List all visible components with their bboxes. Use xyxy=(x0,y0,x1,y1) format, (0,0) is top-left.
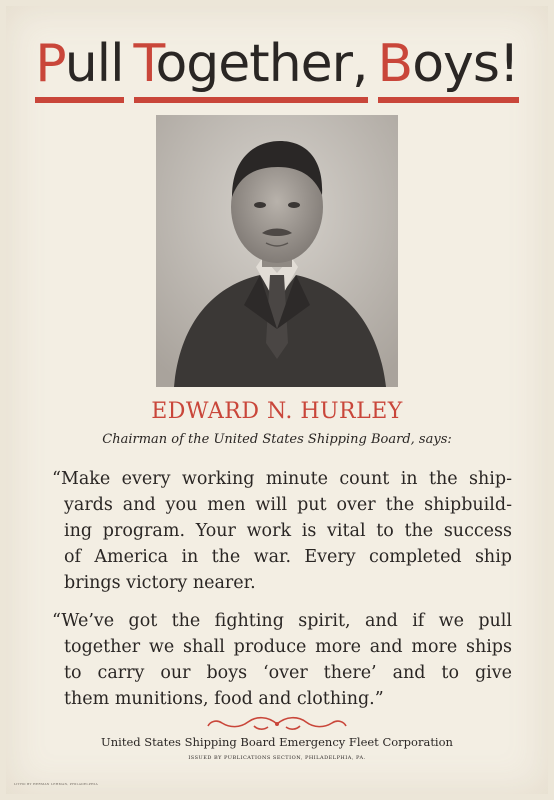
quote-line: ing program. Your work is vital to the success xyxy=(64,521,512,541)
ornament-divider-icon xyxy=(202,714,352,734)
headline-word-pull: Pull xyxy=(35,34,124,94)
portrait-photo xyxy=(156,115,398,387)
quote-line: to carry our boys ‘over there’ and to give xyxy=(64,663,512,683)
person-title: Chairman of the United States Shipping Board, says: xyxy=(102,432,452,447)
footer-organization: United States Shipping Board Emergency Fleet Corporation xyxy=(101,735,453,749)
quote-line: together we shall produce more and more ships xyxy=(64,637,512,657)
quote-line: them munitions, food and clothing.” xyxy=(64,689,384,709)
headline-word-boys: Boys! xyxy=(377,34,519,94)
quote-line: brings victory nearer. xyxy=(64,573,256,593)
quote-paragraph-2 xyxy=(52,608,512,712)
quote-line: of America in the war. Every completed ship xyxy=(64,547,512,567)
printer-credit: LITHO BY HERMAN LEHMAN, PHILADELPHIA xyxy=(14,782,98,786)
headline-word-together: Together, xyxy=(133,34,368,94)
quote-line: “Make every working minute count in the ship- xyxy=(52,469,512,489)
poster xyxy=(6,6,548,794)
quote-line: yards and you men will put over the shipbuild- xyxy=(64,495,512,515)
headline xyxy=(6,34,548,94)
portrait-icon xyxy=(156,115,398,387)
person-name: EDWARD N. HURLEY xyxy=(151,399,403,424)
quote-line: “We’ve got the fighting spirit, and if we pull xyxy=(52,611,512,631)
quote-paragraph-1 xyxy=(52,466,512,596)
footer-issued-by: ISSUED BY PUBLICATIONS SECTION, PHILADELPHIA, PA. xyxy=(188,755,366,761)
